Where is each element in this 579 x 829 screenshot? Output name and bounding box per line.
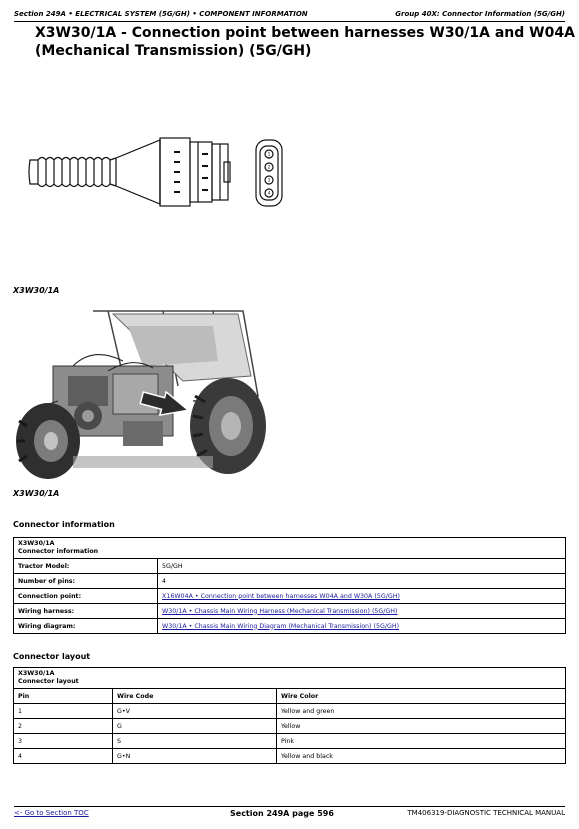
table-row [14,604,566,619]
boot-ribs [38,158,116,187]
table-row [14,704,566,719]
connector-caption: X3W30/1A [13,286,60,295]
row-value: 4 [158,574,566,589]
connection-point-link[interactable]: X16W04A • Connection point between harnesses W04A and W30A (5G/GH) [162,592,400,600]
wire-color-cell: Yellow and green [277,704,566,719]
group-header: Group 40X: Connector Information (5G/GH) [395,10,565,18]
row-label: Connection point: [14,589,158,604]
pin-cell: 2 [14,719,113,734]
connector-layout-heading: Connector layout [13,652,91,661]
table-row [14,749,566,764]
wire-code-cell: G [113,719,277,734]
row-value: 5G/GH [158,559,566,574]
row-label: Tractor Model: [14,559,158,574]
wire-code-cell: S [113,734,277,749]
connector-layout-table [13,667,566,764]
tractor-location-illustration [13,306,266,481]
column-header-wire-color: Wire Color [277,689,566,704]
svg-text:2: 2 [267,164,271,170]
section-toc-link[interactable]: <- Go to Section TOC [14,809,89,817]
row-label: Wiring harness: [14,604,158,619]
table-row [14,589,566,604]
section-header: Section 249A • ELECTRICAL SYSTEM (5G/GH) • COMPONENT INFORMATION [14,10,308,18]
row-label: Number of pins: [14,574,158,589]
table-caption-title: Connector information [18,548,99,555]
location-caption: X3W30/1A [13,489,60,498]
row-label: Wiring diagram: [14,619,158,634]
wire-code-cell: G•N [113,749,277,764]
svg-text:1: 1 [267,151,271,157]
manual-id: TM406319-DIAGNOSTIC TECHNICAL MANUAL [407,809,565,817]
pin-cell: 4 [14,749,113,764]
table-row [14,574,566,589]
wiring-diagram-link[interactable]: W30/1A • Chassis Main Wiring Diagram (Mechanical Transmission) (5G/GH) [162,622,400,630]
pin-cell: 3 [14,734,113,749]
table-row [14,734,566,749]
connector-drawing [28,122,313,222]
wire-color-cell: Yellow and black [277,749,566,764]
table-caption-id: X3W30/1A [18,540,55,547]
header-rule [14,21,565,22]
connector-info-table [13,537,566,634]
table-row [14,719,566,734]
column-header-pin: Pin [14,689,113,704]
table-row [14,559,566,574]
svg-text:3: 3 [267,177,271,183]
connector-info-heading: Connector information [13,520,115,529]
page-title: X3W30/1A - Connection point between harnesses W30/1A and W04A (Mechanical Transmission) (5G/GH) [35,25,575,59]
wiring-harness-link[interactable]: W30/1A • Chassis Main Wiring Harness (Mechanical Transmission) (5G/GH) [162,607,398,615]
svg-text:4: 4 [267,190,271,196]
table-caption-title: Connector layout [18,678,79,685]
wire-code-cell: G•V [113,704,277,719]
table-row [14,619,566,634]
table-header-row [14,689,566,704]
footer-rule [14,806,565,807]
column-header-wire-code: Wire Code [113,689,277,704]
table-caption-id: X3W30/1A [18,670,55,677]
pin-cell: 1 [14,704,113,719]
wire-color-cell: Pink [277,734,566,749]
wire-color-cell: Yellow [277,719,566,734]
page-number: Section 249A page 596 [230,809,334,818]
